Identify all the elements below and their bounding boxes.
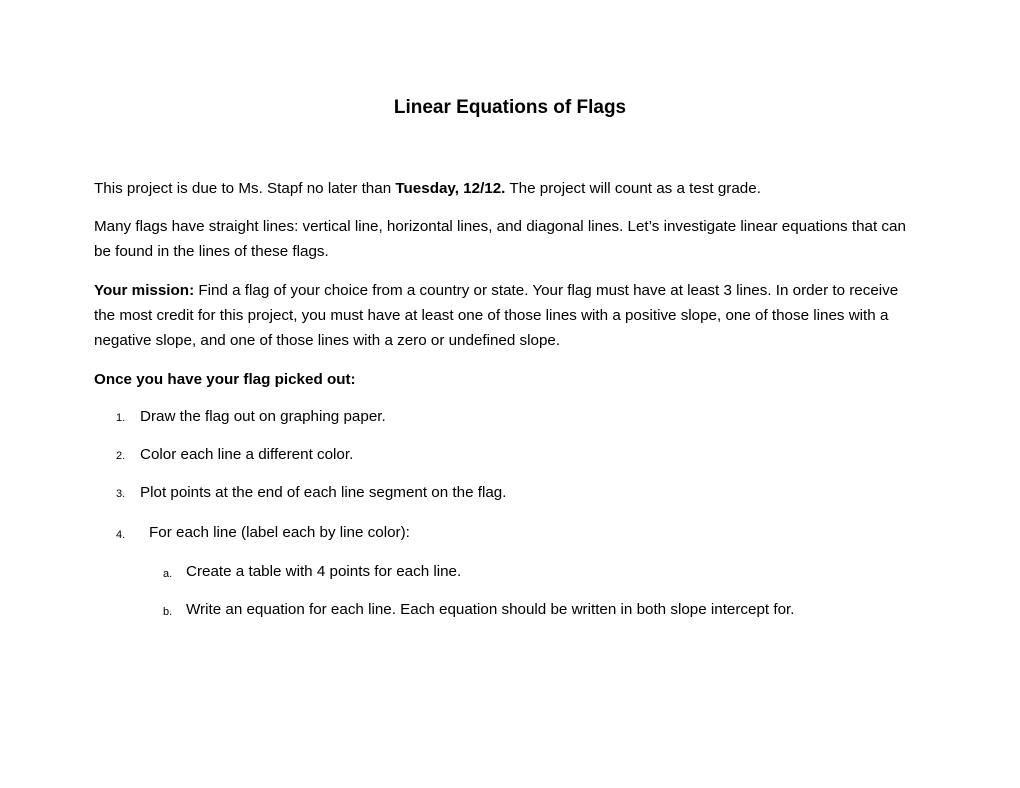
step-number: 4.	[116, 529, 126, 541]
mission-paragraph	[94, 278, 920, 353]
document-title: Linear Equations of Flags	[393, 97, 627, 118]
step-text: For each line (label each by line color):	[149, 524, 410, 541]
substep-text: Create a table with 4 points for each line.	[186, 563, 462, 580]
step-text: Plot points at the end of each line segment on the flag.	[140, 484, 507, 501]
due-date-text: This project is due to Ms. Stapf no later than	[94, 180, 396, 197]
instructions-heading: Once you have your flag picked out:	[94, 371, 356, 388]
mission-text: Find a flag of your choice from a country or state. Your flag must have at least 3 lines. In order to receive the most credit for this project, you must have at least one of those lines with a positive slope, one of those lines with a negative slope, and one of those lines with a zero or undefined slope.	[94, 282, 899, 349]
intro-paragraph: Many flags have straight lines: vertical line, horizontal lines, and diagonal lines. Let’s investigate linear equations that can be found in the lines of these flags.	[94, 218, 906, 260]
step-number: 3.	[116, 488, 126, 500]
due-date-note: The project will count as a test grade.	[505, 180, 761, 197]
step-number: 2.	[116, 450, 126, 462]
substep-letter: b.	[163, 606, 173, 618]
step-number: 1.	[116, 412, 126, 424]
substep-letter: a.	[163, 568, 173, 580]
due-date-paragraph	[94, 176, 920, 201]
step-text: Draw the flag out on graphing paper.	[140, 408, 386, 425]
step-text: Color each line a different color.	[140, 446, 354, 463]
mission-label: Your mission:	[94, 282, 195, 299]
due-date-bold: Tuesday, 12/12.	[395, 180, 506, 197]
substep-text: Write an equation for each line. Each equation should be written in both slope intercept for.	[186, 601, 795, 618]
